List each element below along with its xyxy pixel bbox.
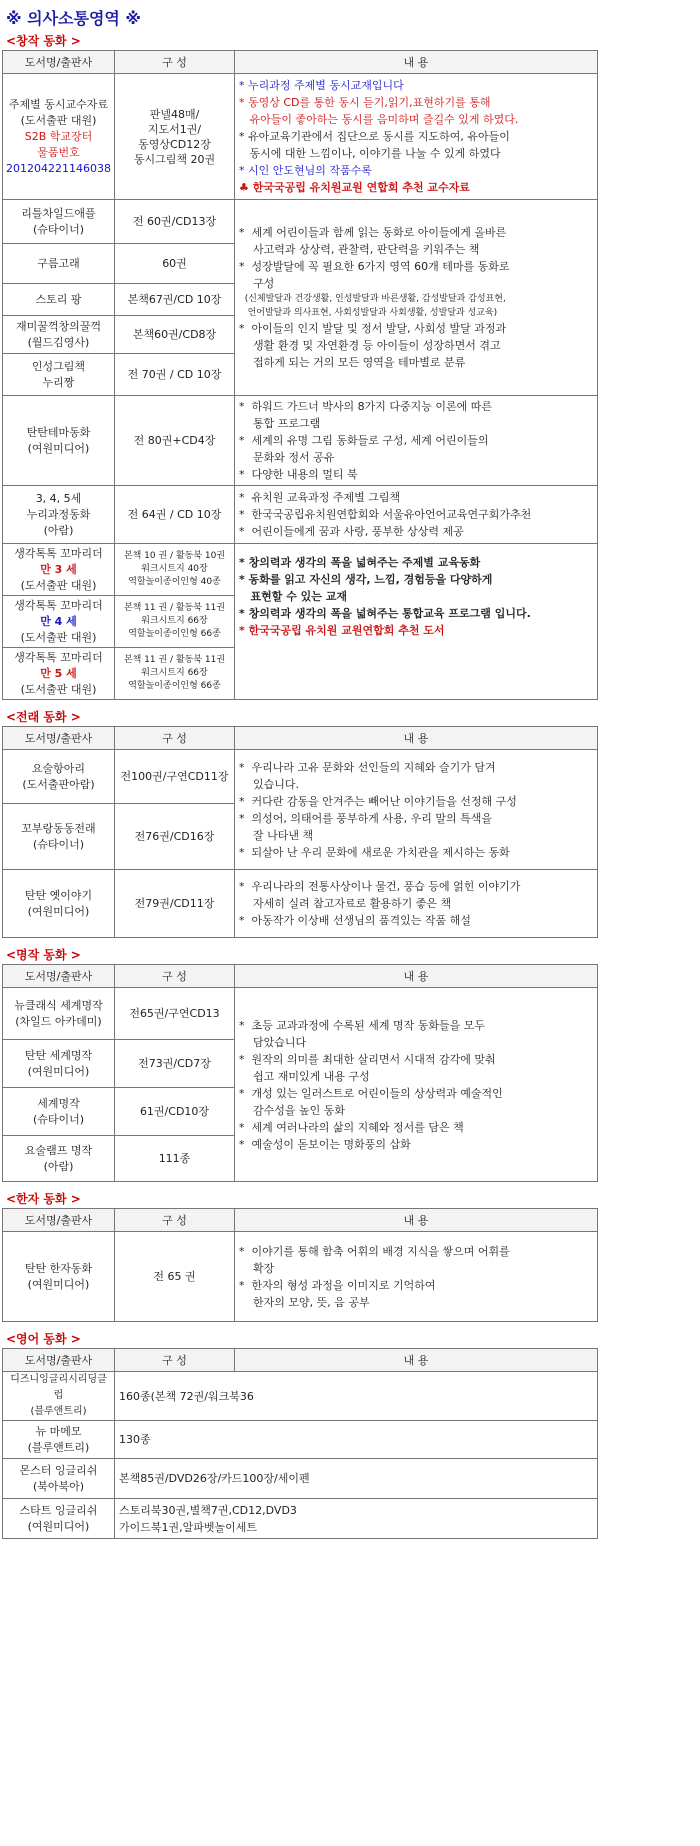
content-line: 잘 나타낸 책 — [239, 828, 314, 842]
book-title: 생각톡톡 꼬마리더 — [14, 546, 103, 560]
book-cell — [3, 1459, 115, 1499]
hanja-table — [2, 1208, 598, 1322]
book-title: 세계명작 — [37, 1096, 80, 1110]
publisher: (슈타이너) — [32, 837, 85, 851]
content-line: 접하게 되는 거의 모든 영역을 테마별로 분류 — [239, 356, 466, 369]
content-line: 사고력과 상상력, 관찰력, 판단력을 키워주는 책 — [239, 243, 480, 256]
header-content: 내 용 — [235, 727, 598, 750]
table-header-row — [3, 965, 598, 988]
composition-line: 본책 11 권 / 활동북 11권 — [123, 655, 226, 665]
composition-cell — [115, 596, 235, 648]
publisher: (차일드 아카데미) — [15, 1014, 102, 1028]
content-line: * 동화를 읽고 자신의 생각, 느낌, 경험등을 다양하게 — [239, 573, 493, 586]
composition-cell: 전 70권 / CD 10장 — [115, 354, 235, 396]
publisher: (도서출판 대원) — [20, 113, 97, 127]
table-row — [3, 396, 598, 486]
composition-cell: 전 60권/CD13장 — [115, 200, 235, 244]
content-line: 언어발달과 의사표현, 사회성발달과 사회생활, 성발달과 성교육) — [239, 308, 498, 318]
publisher: (블루앤트리) — [27, 1440, 90, 1454]
content-line: 통합 프로그램 — [239, 417, 321, 430]
table-row — [3, 486, 598, 544]
content-cell — [235, 544, 598, 700]
book-cell — [3, 316, 115, 354]
book-title: 요술램프 명작 — [24, 1143, 93, 1157]
composition-cell: 전100권/구연CD11장 — [115, 750, 235, 804]
content-line: 동시에 대한 느낌이나, 이야기를 나눌 수 있게 하였다 — [239, 147, 501, 160]
folk-table — [2, 726, 598, 938]
content-line: 자세히 실려 참고자료로 활용하기 좋은 책 — [239, 897, 452, 910]
content-line: 문화와 정서 공유 — [239, 451, 335, 464]
composition-cell — [115, 74, 235, 200]
table-row — [3, 1459, 598, 1499]
book-title: 재미꿀꺽창의꿀꺽 — [15, 319, 101, 333]
composition-line: 동시그림책 20권 — [133, 152, 216, 166]
content-line: * 원작의 의미를 최대한 살리면서 시대적 감각에 맞춰 — [239, 1052, 496, 1066]
book-title: 구름고래 — [3, 244, 115, 284]
header-content: 내 용 — [235, 1349, 598, 1372]
book-cell — [3, 750, 115, 804]
book-title: 생각톡톡 꼬마리더 — [14, 650, 103, 664]
book-cell — [3, 1421, 115, 1459]
book-cell — [3, 74, 115, 200]
content-line: * 우리나라 고유 문화와 선인들의 지혜와 슬기가 담겨 — [239, 760, 496, 774]
composition-cell: 본책60권/CD8장 — [115, 316, 235, 354]
book-cell — [3, 804, 115, 870]
composition-line: 워크시트지 40장 — [141, 564, 208, 574]
book-title: 스토리 팡 — [3, 284, 115, 316]
composition-cell — [115, 648, 235, 700]
content-cell — [235, 486, 598, 544]
content-line: * 창의력과 생각의 폭을 넓혀주는 통합교육 프로그램 입니다. — [239, 607, 531, 620]
content-line: 가이드북1권,알파벳놀이세트 — [119, 1520, 258, 1534]
composition-line: 동영상CD12장 — [138, 137, 211, 151]
composition-cell: 전 65 권 — [115, 1232, 235, 1322]
age-label: 만 3 세 — [40, 562, 77, 576]
book-title: 생각톡톡 꼬마리더 — [14, 598, 103, 612]
section-title-english: <영어 동화 > — [6, 1332, 81, 1346]
header-content: 내 용 — [235, 965, 598, 988]
content-cell — [235, 74, 598, 200]
table-header-row — [3, 1349, 598, 1372]
content-line: * 동영상 CD를 통한 동시 듣기,읽기,표현하기를 통해 — [239, 96, 491, 109]
content-line: * 되살아 난 우리 문화에 새로운 가치관을 제시하는 동화 — [239, 845, 510, 859]
publisher: (도서출판 대원) — [20, 682, 97, 696]
book-cell — [3, 596, 115, 648]
publisher: (도서출판 대원) — [20, 630, 97, 644]
content-line: 담았습니다 — [239, 1035, 307, 1049]
section-title-hanja: <한자 동화 > — [6, 1192, 81, 1206]
item-number-label: 물품번호 — [37, 145, 80, 159]
book-cell — [3, 1499, 115, 1539]
content-cell — [235, 396, 598, 486]
content-line: 구성 — [239, 277, 275, 290]
content-line: * 하워드 가드너 박사의 8가지 다중지능 이론에 따른 — [239, 400, 492, 413]
book-cell — [3, 648, 115, 700]
book-cell — [3, 354, 115, 396]
book-title: 인성그림책 — [31, 359, 86, 373]
book-cell — [3, 988, 115, 1040]
content-line: * 유치원 교육과정 주제별 그림책 — [239, 491, 401, 504]
composition-cell: 전65권/구연CD13 — [115, 988, 235, 1040]
table-row — [3, 74, 598, 200]
content-line: 감수성을 높인 동화 — [239, 1103, 345, 1117]
composition-line: 워크시트지 66장 — [141, 668, 208, 678]
content-line: * 개성 있는 일러스트로 어린이들의 상상력과 예술적인 — [239, 1086, 503, 1100]
composition-cell: 60권 — [115, 244, 235, 284]
content-line: * 세계 여러나라의 삶의 지혜와 정서를 담은 책 — [239, 1120, 464, 1134]
publisher: (여원미디어) — [27, 1277, 90, 1291]
age-label: 만 4 세 — [40, 614, 77, 628]
section-title-folk: <전래 동화 > — [6, 710, 81, 724]
content-cell — [235, 988, 598, 1182]
book-cell — [3, 1232, 115, 1322]
composition-cell: 전76권/CD16장 — [115, 804, 235, 870]
header-composition: 구 성 — [115, 727, 235, 750]
content-line: * 한국국공립유치원연합회와 서울유아언어교육연구회가추천 — [239, 508, 532, 521]
publisher: 누리짱 — [42, 375, 75, 389]
content-line: 쉽고 재미있게 내용 구성 — [239, 1069, 370, 1083]
content-line: * 유아교육기관에서 집단으로 동시를 지도하여, 유아들이 — [239, 130, 510, 143]
content-line: * 성장발달에 꼭 필요한 6가지 영역 60개 테마를 동화로 — [239, 260, 510, 273]
content-line: 생활 환경 및 자연환경 등 아이들이 성장하면서 겪고 — [239, 339, 501, 352]
book-title: 뉴 마메모 — [35, 1424, 82, 1438]
publisher: (블루앤트리) — [30, 1406, 87, 1417]
item-number: 201204221146038 — [6, 161, 111, 175]
publisher: (북아북아) — [32, 1479, 85, 1493]
book-title: 탄탄 세계명작 — [24, 1048, 93, 1062]
table-row — [3, 200, 598, 244]
publisher: (여원미디어) — [27, 441, 90, 455]
content-cell — [235, 1232, 598, 1322]
content-cell: 130종 — [115, 1421, 598, 1459]
composition-cell — [115, 544, 235, 596]
book-cell — [3, 870, 115, 938]
composition-line: 지도서1권/ — [147, 122, 202, 136]
book-title: 탄탄 한자동화 — [24, 1261, 93, 1275]
content-line: 확장 — [239, 1261, 275, 1275]
content-line: ♣ 한국국공립 유치원교원 연합회 추천 교수자료 — [239, 181, 470, 194]
table-header-row — [3, 51, 598, 74]
content-line: * 세계 어린이들과 함께 읽는 동화로 아이들에게 올바른 — [239, 226, 507, 239]
content-cell — [115, 1499, 598, 1539]
section-title-creative: <창작 동화 > — [6, 34, 81, 48]
composition-cell: 전73권/CD7장 — [115, 1040, 235, 1088]
s2b-label: S2B 학교장터 — [24, 129, 93, 143]
content-line: * 아동작가 이상배 선생님의 품격있는 작품 해설 — [239, 914, 471, 927]
publisher: (슈타이너) — [32, 1112, 85, 1126]
composition-cell: 전79권/CD11장 — [115, 870, 235, 938]
publisher: (월드김영사) — [27, 335, 90, 349]
content-cell — [235, 870, 598, 938]
book-title: 스타트 잉글리쉬 — [19, 1503, 98, 1517]
table-row — [3, 750, 598, 804]
book-title: 탄탄 옛이야기 — [24, 888, 93, 902]
content-line: * 커다란 감동을 안겨주는 빼어난 이야기들을 선정해 구성 — [239, 794, 517, 808]
book-cell — [3, 1136, 115, 1182]
book-title: 몬스터 잉글리쉬 — [19, 1463, 98, 1477]
composition-line: 워크시트지 66장 — [141, 616, 208, 626]
publisher: (슈타이너) — [32, 222, 85, 236]
composition-line: 본책 11 권 / 활동북 11권 — [123, 603, 226, 613]
book-title: 주제별 동시교수자료 — [8, 97, 109, 111]
table-row — [3, 1421, 598, 1459]
table-row — [3, 1372, 598, 1421]
content-line: * 세계의 유명 그림 동화들로 구성, 세계 어린이들의 — [239, 434, 489, 447]
table-header-row — [3, 1209, 598, 1232]
book-title: 디즈니잉글리시리딩클럽 — [10, 1374, 107, 1401]
publisher: (아람) — [43, 1159, 74, 1173]
creative-table — [2, 50, 598, 700]
header-book: 도서명/출판사 — [3, 51, 115, 74]
header-book: 도서명/출판사 — [3, 1349, 115, 1372]
section-title-classic: <명작 동화 > — [6, 948, 81, 962]
book-title: 꼬부랑동동전래 — [21, 821, 96, 835]
content-line: * 의성어, 의태어를 풍부하게 사용, 우리 말의 특색을 — [239, 811, 492, 825]
book-title: 탄탄테마동화 — [26, 425, 91, 439]
content-line: * 예술성이 돋보이는 명화풍의 삽화 — [239, 1137, 411, 1151]
composition-cell: 전 80권+CD4장 — [115, 396, 235, 486]
content-line: (신체발달과 건강생활, 인성발달과 바른생활, 감성발달과 감성표현, — [239, 294, 506, 304]
content-line: * 우리나라의 전통사상이나 물건, 풍습 등에 얽힌 이야기가 — [239, 880, 521, 893]
content-line: * 다양한 내용의 멀티 북 — [239, 468, 358, 481]
content-line: 유아들이 좋아하는 동시를 음미하며 즐길수 있게 하였다. — [239, 113, 519, 126]
publisher: (도서출판아람) — [22, 777, 95, 791]
composition-line: 역할놀이종이인형 40종 — [128, 577, 221, 587]
composition-line: 역할놀이종이인형 66종 — [128, 681, 221, 691]
composition-line: 역할놀이종이인형 66종 — [128, 629, 221, 639]
header-book: 도서명/출판사 — [3, 727, 115, 750]
content-line: * 한국국공립 유치원 교원연합회 추천 도서 — [239, 624, 445, 637]
header-composition: 구 성 — [115, 965, 235, 988]
header-book: 도서명/출판사 — [3, 965, 115, 988]
header-book: 도서명/출판사 — [3, 1209, 115, 1232]
composition-line: 판넬48매/ — [149, 107, 200, 121]
header-composition: 구 성 — [115, 1209, 235, 1232]
content-line: * 어린이들에게 꿈과 사랑, 풍부한 상상력 제공 — [239, 525, 464, 538]
content-line: * 초등 교과과정에 수록된 세계 명작 동화들을 모두 — [239, 1018, 485, 1032]
content-line: * 창의력과 생각의 폭을 넓혀주는 주제별 교육동화 — [239, 556, 481, 569]
publisher: (여원미디어) — [27, 1064, 90, 1078]
book-title: 누리과정동화 — [26, 507, 91, 521]
content-cell — [235, 200, 598, 396]
content-line: * 이야기를 통해 함축 어휘의 배경 지식을 쌓으며 어휘를 — [239, 1244, 510, 1258]
header-content: 내 용 — [235, 51, 598, 74]
composition-line: 본책 10 권 / 활동북 10권 — [123, 551, 226, 561]
book-title: 3, 4, 5세 — [35, 491, 82, 505]
table-row — [3, 870, 598, 938]
content-line: * 누리과정 주제별 동시교재입니다 — [239, 79, 404, 92]
table-row — [3, 988, 598, 1040]
header-composition: 구 성 — [115, 51, 235, 74]
composition-cell: 전 64권 / CD 10장 — [115, 486, 235, 544]
table-header-row — [3, 727, 598, 750]
book-cell — [3, 396, 115, 486]
publisher: (여원미디어) — [27, 1519, 90, 1533]
book-cell — [3, 1088, 115, 1136]
composition-cell: 61권/CD10장 — [115, 1088, 235, 1136]
composition-cell: 본책67권/CD 10장 — [115, 284, 235, 316]
book-cell — [3, 1372, 115, 1421]
book-cell — [3, 200, 115, 244]
book-cell — [3, 1040, 115, 1088]
book-title: 뉴클래식 세계명작 — [14, 998, 103, 1012]
header-composition: 구 성 — [115, 1349, 235, 1372]
content-cell — [235, 750, 598, 870]
content-cell: 160종(본책 72권/워크북36 — [115, 1372, 598, 1421]
table-row — [3, 544, 598, 596]
english-table — [2, 1348, 598, 1539]
publisher: (여원미디어) — [27, 904, 90, 918]
content-line: 있습니다. — [239, 777, 299, 791]
classic-table — [2, 964, 598, 1182]
publisher: (아람) — [43, 523, 74, 537]
age-label: 만 5 세 — [40, 666, 77, 680]
content-line: 표현할 수 있는 교재 — [239, 590, 347, 603]
publisher: (도서출판 대원) — [20, 578, 97, 592]
book-cell — [3, 544, 115, 596]
book-title: 요술항아리 — [31, 761, 86, 775]
content-line: * 시인 안도현님의 작품수록 — [239, 164, 372, 177]
content-line: * 아이들의 인지 발달 및 정서 발달, 사회성 발달 과정과 — [239, 322, 507, 335]
book-cell — [3, 486, 115, 544]
table-row — [3, 1499, 598, 1539]
content-line: 한자의 모양, 뜻, 음 공부 — [239, 1295, 370, 1309]
content-line: 스토리북30권,별책7권,CD12,DVD3 — [119, 1503, 297, 1517]
table-row — [3, 1232, 598, 1322]
content-line: * 한자의 형성 과정을 이미지로 기억하여 — [239, 1278, 436, 1292]
header-content: 내 용 — [235, 1209, 598, 1232]
page-title: ※ 의사소통영역 ※ — [6, 9, 141, 28]
book-title: 리틀차일드애플 — [21, 206, 96, 220]
content-cell: 본책85권/DVD26장/카드100장/세이펜 — [115, 1459, 598, 1499]
composition-cell: 111종 — [115, 1136, 235, 1182]
